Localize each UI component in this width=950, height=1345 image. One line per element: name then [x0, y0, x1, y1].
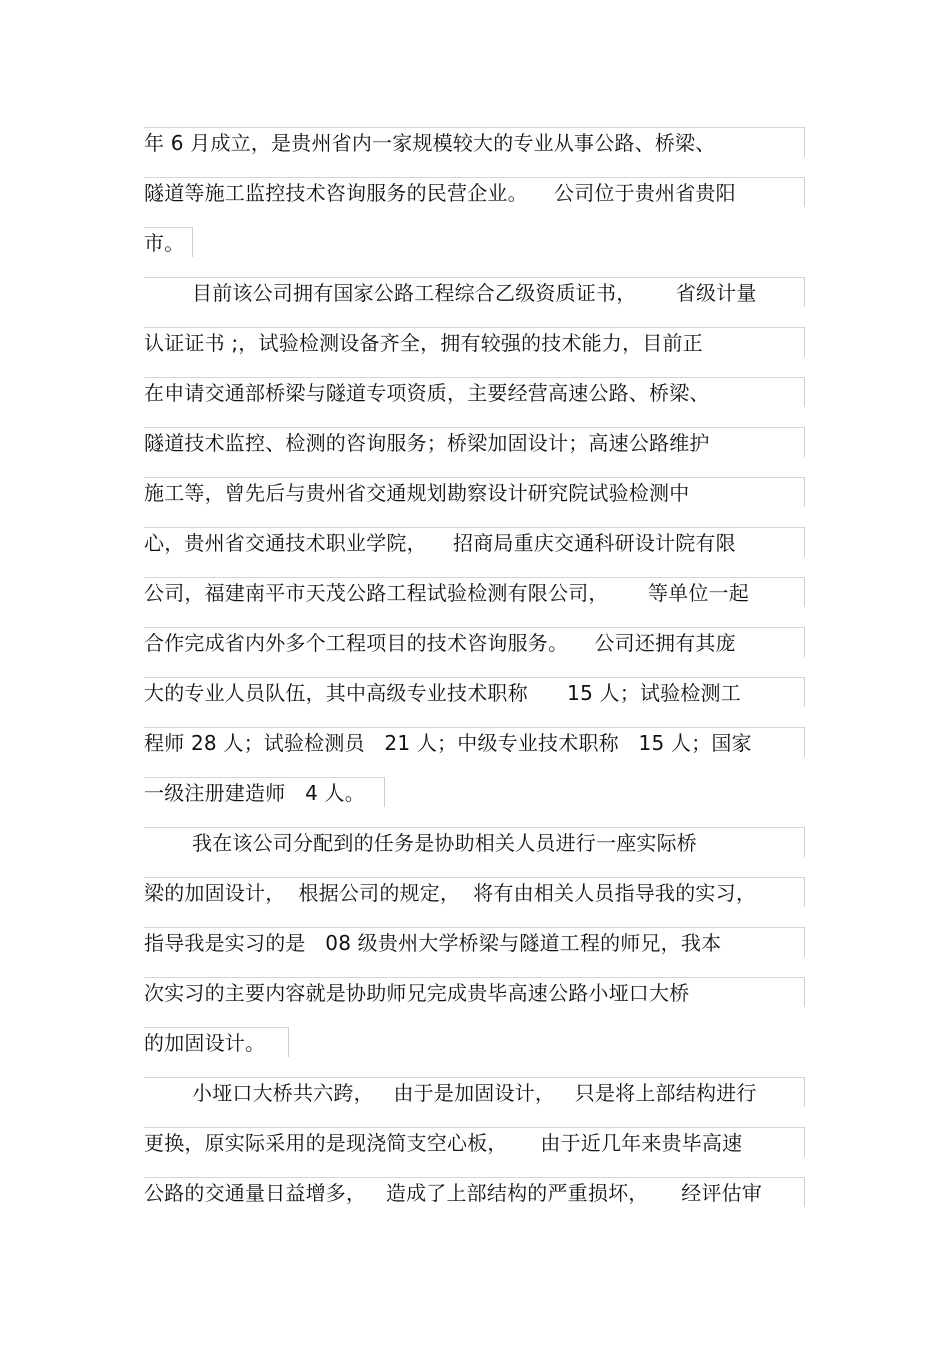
line-rule — [804, 927, 805, 957]
line-rule — [804, 277, 805, 307]
line-rule — [804, 1077, 805, 1107]
text-line: 公路的交通量日益增多， 造成了上部结构的严重损坏， 经评估审 — [144, 1181, 763, 1205]
line-rule — [804, 727, 805, 757]
text-line: 心，贵州省交通技术职业学院， 招商局重庆交通科研设计院有限 — [144, 531, 736, 555]
text-line: 的加固设计。 — [144, 1031, 266, 1055]
line-rule — [192, 227, 193, 257]
text-line: 施工等，曾先后与贵州省交通规划勘察设计研究院试验检测中 — [144, 481, 690, 505]
text-line: 梁的加固设计， 根据公司的规定， 将有由相关人员指导我的实习， — [144, 881, 757, 905]
line-rule — [288, 1027, 289, 1057]
text-line: 市。 — [144, 231, 185, 255]
text-line: 隧道等施工监控技术咨询服务的民营企业。 公司位于贵州省贵阳 — [144, 181, 736, 205]
line-rule — [804, 1127, 805, 1157]
text-line: 公司，福建南平市天茂公路工程试验检测有限公司， 等单位一起 — [144, 581, 749, 605]
line-rule — [804, 1177, 805, 1207]
line-rule — [804, 877, 805, 907]
line-rule — [804, 827, 805, 857]
text-line: 隧道技术监控、检测的咨询服务；桥梁加固设计；高速公路维护 — [144, 431, 710, 455]
line-rule — [804, 577, 805, 607]
text-line: 小垭口大桥共六跨， 由于是加固设计， 只是将上部结构进行 — [192, 1081, 757, 1105]
line-rule — [804, 977, 805, 1007]
text-line: 目前该公司拥有国家公路工程综合乙级资质证书， 省级计量 — [192, 281, 757, 305]
line-rule — [804, 677, 805, 707]
text-line: 指导我是实习的是 08 级贵州大学桥梁与隧道工程的师兄，我本 — [144, 931, 722, 955]
text-line: 大的专业人员队伍，其中高级专业技术职称 15 人；试验检测工 — [144, 681, 741, 705]
line-rule — [804, 627, 805, 657]
line-rule — [804, 327, 805, 357]
line-rule — [384, 777, 385, 807]
text-line: 合作完成省内外多个工程项目的技术咨询服务。 公司还拥有其庞 — [144, 631, 736, 655]
line-rule — [804, 177, 805, 207]
line-rule — [804, 427, 805, 457]
text-line: 程师 28 人；试验检测员 21 人；中级专业技术职称 15 人；国家 — [144, 731, 752, 755]
line-rule — [804, 527, 805, 557]
line-rule — [804, 477, 805, 507]
text-line: 次实习的主要内容就是协助师兄完成贵毕高速公路小垭口大桥 — [144, 981, 690, 1005]
text-line: 我在该公司分配到的任务是协助相关人员进行一座实际桥 — [192, 831, 697, 855]
line-rule — [804, 127, 805, 157]
text-line: 一级注册建造师 4 人。 — [144, 781, 365, 805]
text-line: 年 6 月成立，是贵州省内一家规模较大的专业从事公路、桥梁、 — [144, 131, 716, 155]
text-line: 在申请交通部桥梁与隧道专项资质，主要经营高速公路、桥梁、 — [144, 381, 710, 405]
text-line: 认证证书 ;，试验检测设备齐全，拥有较强的技术能力，目前正 — [144, 331, 703, 355]
line-rule — [804, 377, 805, 407]
text-line: 更换，原实际采用的是现浇简支空心板， 由于近几年来贵毕高速 — [144, 1131, 743, 1155]
